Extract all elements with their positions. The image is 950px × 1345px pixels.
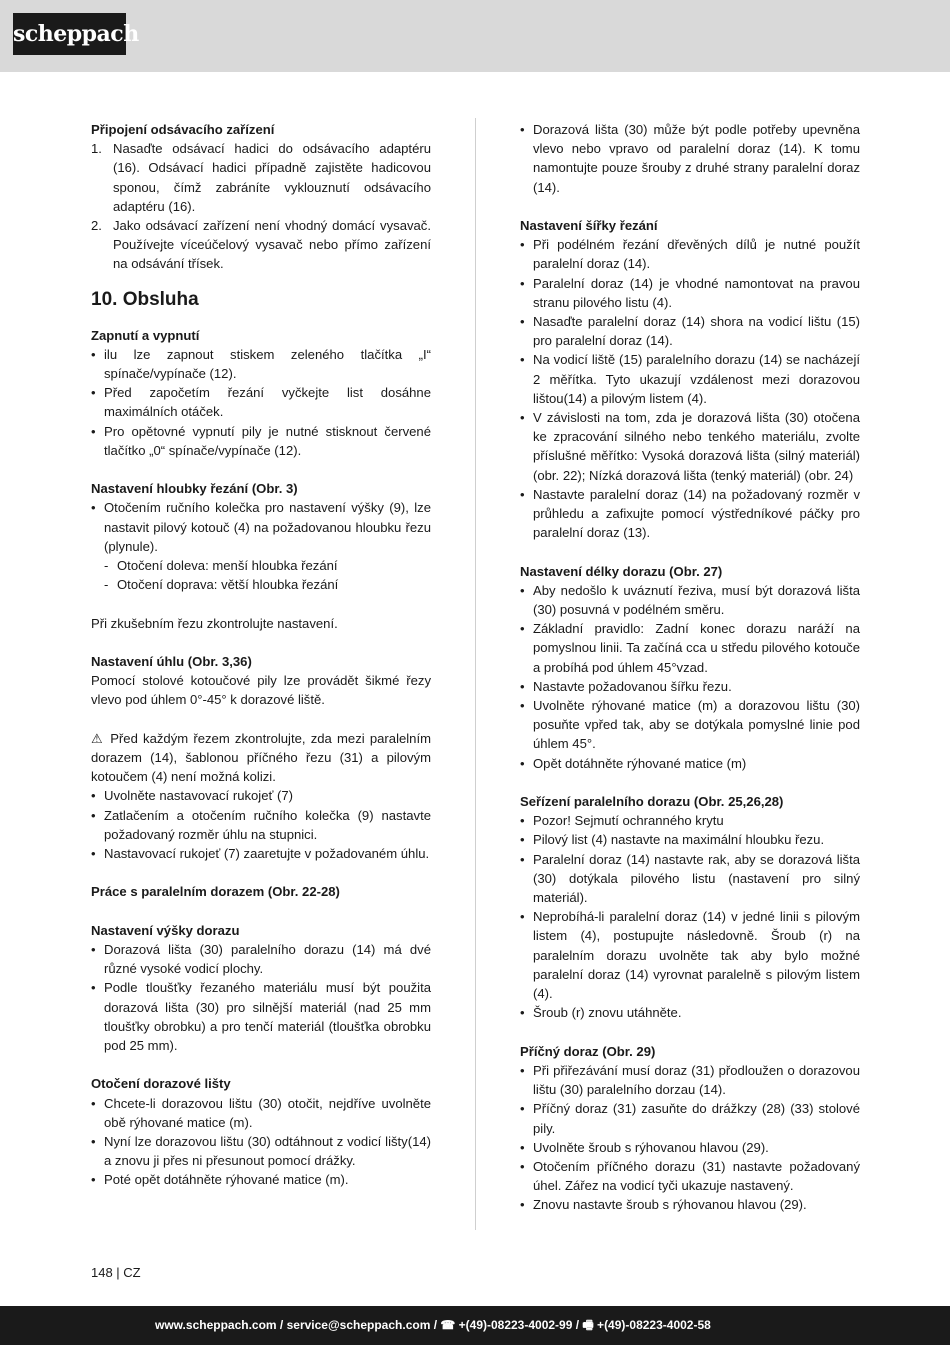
bullet-item: • Nastavovací rukojeť (7) zaaretujte v požadovaném úhlu.: [91, 844, 431, 863]
bullet-icon: •: [520, 698, 525, 714]
bullet-icon: •: [520, 352, 525, 368]
page-number: 148 | CZ: [91, 1265, 141, 1280]
bullet-item: • Dorazová lišta (30) může být podle potřeby upevněna vlevo nebo vpravo od paralelní doraz (14). K tomu namontujte pouze šrouby z druhé strany paralelní doraz (14).: [520, 122, 860, 195]
left-column: [91, 120, 431, 1190]
bullet-icon: •: [520, 1101, 525, 1117]
bullet-item: • Otočením příčného dorazu (31) nastavte požadovaný úhel. Zářez na vodicí tyči ukazuje nastavený.: [520, 1158, 860, 1194]
bullet-item: • Pozor! Sejmutí ochranného krytu: [520, 811, 860, 830]
bullet-icon: •: [520, 410, 525, 426]
numbered-item: 1. Nasaďte odsávací hadici do odsávacího adaptéru (16). Odsávací hadici případně zajistěte hadicovou sponou, čímž zabráníte vyklouznutí odsávacího adaptéru (16).: [91, 141, 431, 214]
column-divider: [475, 118, 476, 1230]
numbered-item: 2. Jako odsávací zařízení není vhodný domácí vysavač. Používejte víceúčelový vysavač nebo přímo zařízení na odsávání třísek.: [91, 218, 431, 272]
body-text: Pomocí stolové kotoučové pily lze provádět šikmé řezy vlevo pod úhlem 0°-45° k dorazové liště.: [91, 673, 431, 708]
warning-text: ⚠ Před každým řezem zkontrolujte, zda mezi paralelním dorazem (14), šablonou příčného řezu (31) a pilovým kotoučem (4) není možná kolizi.: [91, 730, 432, 785]
section-heading: Otočení dorazové lišty: [91, 1076, 231, 1092]
bullet-item: • Aby nedošlo k uváznutí řeziva, musí být dorazová lišta (30) posuvná v podélném směru.: [520, 582, 860, 618]
bullet-item: • Pro opětovné vypnutí pily je nutné stisknout červené tlačítko „0“ spínače/vypínače (12).: [91, 423, 431, 458]
bullet-icon: •: [520, 1197, 525, 1213]
section-heading: Zapnutí a vypnutí: [91, 327, 200, 343]
bullet-item: • Paralelní doraz (14) nastavte rak, aby se dorazová lišta (30) dotýkala pilového listu (nastavení pro silný materiál).: [520, 851, 860, 906]
bullet-item: • Základní pravidlo: Zadní konec dorazu naráží na pomyslnou linii. Ta začíná cca u středu pilového kotouče a probíhá pod úhlem 45°vzad.: [520, 621, 860, 675]
bullet-icon: •: [91, 1134, 96, 1150]
bullet-icon: •: [91, 1095, 96, 1111]
section-heading: Nastavení úhlu (Obr. 3,36): [91, 654, 252, 670]
bullet-icon: •: [520, 122, 525, 137]
section-heading: Příčný doraz (Obr. 29): [520, 1043, 656, 1059]
section-heading: Nastavení výšky dorazu: [91, 922, 240, 938]
bullet-item: • Zatlačením a otočením ručního kolečka (9) nastavte požadovaný rozměr úhlu na stupnici.: [91, 807, 431, 842]
bullet-item: • Uvolněte rýhované matice (m) a dorazovou lištu (30) posuňte vpřed tak, aby se dotýkala pomyslné linie pod úhlem 45°.: [520, 698, 860, 752]
bullet-icon: •: [520, 621, 525, 637]
section-heading: Seřízení paralelního dorazu (Obr. 25,26,28): [520, 794, 784, 810]
bullet-icon: •: [520, 678, 525, 694]
bullet-icon: •: [520, 237, 525, 253]
bullet-icon: •: [520, 1005, 525, 1021]
bullet-item: • V závislosti na tom, zda je dorazová lišta (30) otočena ke zpracování silného nebo tenkého materiálu, zvolte příslušné měřítko: Vysoká dorazová lišta (silný materiál) (obr. 22); Nízká dorazová lišta (tenký materiál) (obr. 24): [520, 410, 860, 483]
bullet-item: • Opět dotáhněte rýhované matice (m): [520, 754, 860, 773]
bullet-icon: •: [520, 1158, 525, 1174]
section-heading: Nastavení délky dorazu (Obr. 27): [520, 563, 723, 579]
bullet-item: • Při přiřezávání musí doraz (31) přodloužen o dorazovou lištu (30) paralelního dorzau (14).: [520, 1062, 860, 1098]
section-heading: Nastavení šířky řezání: [520, 218, 658, 233]
bullet-icon: •: [91, 980, 96, 996]
header-band: [0, 0, 950, 72]
bullet-item: • Nasaďte paralelní doraz (14) shora na vodicí lištu (15) pro paralelní doraz (14).: [520, 314, 860, 349]
bullet-icon: •: [520, 1139, 525, 1155]
bullet-icon: •: [91, 846, 96, 862]
bullet-item: • Dorazová lišta (30) paralelního dorazu (14) má dvé různé vysoké vodicí plochy.: [91, 942, 431, 977]
bullet-item: • Příčný doraz (31) zasuňte do drážkzy (28) (33) stolové pily.: [520, 1101, 860, 1136]
bullet-icon: •: [520, 813, 525, 829]
section-heading: Nastavení hloubky řezání (Obr. 3): [91, 481, 298, 497]
bullet-item: • Poté opět dotáhněte rýhované matice (m).: [91, 1170, 431, 1189]
bullet-icon: •: [91, 385, 96, 401]
chapter-title: 10. Obsluha: [91, 288, 199, 310]
section-heading: Připojení odsávacího zařízení: [91, 122, 275, 137]
bullet-item: • Uvolněte šroub s rýhovanou hlavou (29).: [520, 1138, 860, 1157]
bullet-icon: •: [91, 346, 96, 362]
bullet-icon: •: [520, 486, 525, 502]
bullet-icon: •: [520, 851, 525, 867]
right-column: [520, 120, 860, 1215]
bullet-icon: •: [520, 1062, 525, 1078]
dash-item: - Otočení doprava: větší hloubka řezání: [91, 575, 431, 594]
bullet-icon: •: [91, 788, 96, 804]
bullet-icon: •: [91, 1172, 96, 1188]
dash-icon: -: [104, 577, 109, 593]
bullet-item: • Nastavte paralelní doraz (14) na požadovaný rozměr v průhledu a zafixujte pomocí výstředníkové páčky pro paralelní doraz (13).: [520, 486, 860, 541]
footer-contact: www.scheppach.com / service@scheppach.com / ☎ +(49)-08223-4002-99 / 🖷 +(49)-08223-4002-58: [155, 1318, 711, 1332]
bullet-item: • ilu lze zapnout stiskem zeleného tlačítka „I“ spínače/vypínače (12).: [91, 346, 431, 382]
dash-item: - Otočení doleva: menší hloubka řezání: [91, 556, 431, 575]
bullet-item: • Neprobíhá-li paralelní doraz (14) v jedné linii s pilovým listem (4), postupujte následovně. Šroub (r) na paralelním dorazu uvolněte tak aby bylo možné paralelní doraz (14) vyrovnat paralelně s pilovým listem (4).: [520, 909, 860, 1002]
bullet-icon: •: [520, 755, 525, 771]
bullet-icon: •: [91, 500, 96, 516]
bullet-item: • Šroub (r) znovu utáhněte.: [520, 1003, 860, 1022]
bullet-icon: •: [520, 314, 525, 330]
dash-icon: -: [104, 558, 109, 574]
bullet-item: • Při podélném řezání dřevěných dílů je nutné použít paralelní doraz (14).: [520, 237, 860, 272]
bullet-item: • Chcete-li dorazovou lištu (30) otočit, nejdříve uvolněte obě rýhované matice (m).: [91, 1095, 431, 1130]
bullet-icon: •: [91, 423, 96, 439]
bullet-item: • Nyní lze dorazovou lištu (30) odtáhnout z vodicí lišty(14) a znovu ji přes ni přesunout pomocí drážky.: [91, 1134, 431, 1169]
bullet-item: • Na vodicí liště (15) paralelního dorazu (14) se nacházejí 2 měřítka. Tyto ukazují vzdálenost mezi dorazovou lištou(14) a pilovým listem (4).: [520, 352, 860, 406]
section-heading: Práce s paralelním dorazem (Obr. 22-28): [91, 884, 340, 900]
bullet-item: • Uvolněte nastavovací rukojeť (7): [91, 786, 431, 805]
warning-icon: ⚠: [91, 730, 103, 746]
bullet-item: • Paralelní doraz (14) je vhodné namontovat na pravou stranu pilového listu (4).: [520, 275, 860, 310]
bullet-icon: •: [520, 582, 525, 598]
bullet-icon: •: [520, 909, 525, 925]
bullet-item: • Pilový list (4) nastavte na maximální hloubku řezu.: [520, 830, 860, 849]
bullet-item: • Nastavte požadovanou šířku řezu.: [520, 677, 860, 696]
bullet-item: • Znovu nastavte šroub s rýhovanou hlavou (29).: [520, 1195, 860, 1214]
bullet-item: • Otočením ručního kolečka pro nastavení výšky (9), lze nastavit pilový kotouč (4) na požadovanou hloubku řezu (plynule).: [91, 500, 431, 554]
bullet-item: • Před započetím řezání vyčkejte list dosáhne maximálních otáček.: [91, 385, 431, 420]
bullet-icon: •: [520, 275, 525, 291]
bullet-item: • Podle tloušťky řezaného materiálu musí být použita dorazová lišta (30) pro silnější materiál (nad 25 mm tloušťky obrobku) a pro tenčí materiál (tloušťka obrobku pod 25 mm).: [91, 980, 431, 1054]
bullet-icon: •: [91, 807, 96, 823]
bullet-icon: •: [520, 832, 525, 848]
bullet-icon: •: [91, 942, 96, 958]
note-text: Při zkušebním řezu zkontrolujte nastavení.: [91, 615, 338, 631]
brand-logo: scheppach: [13, 13, 126, 55]
